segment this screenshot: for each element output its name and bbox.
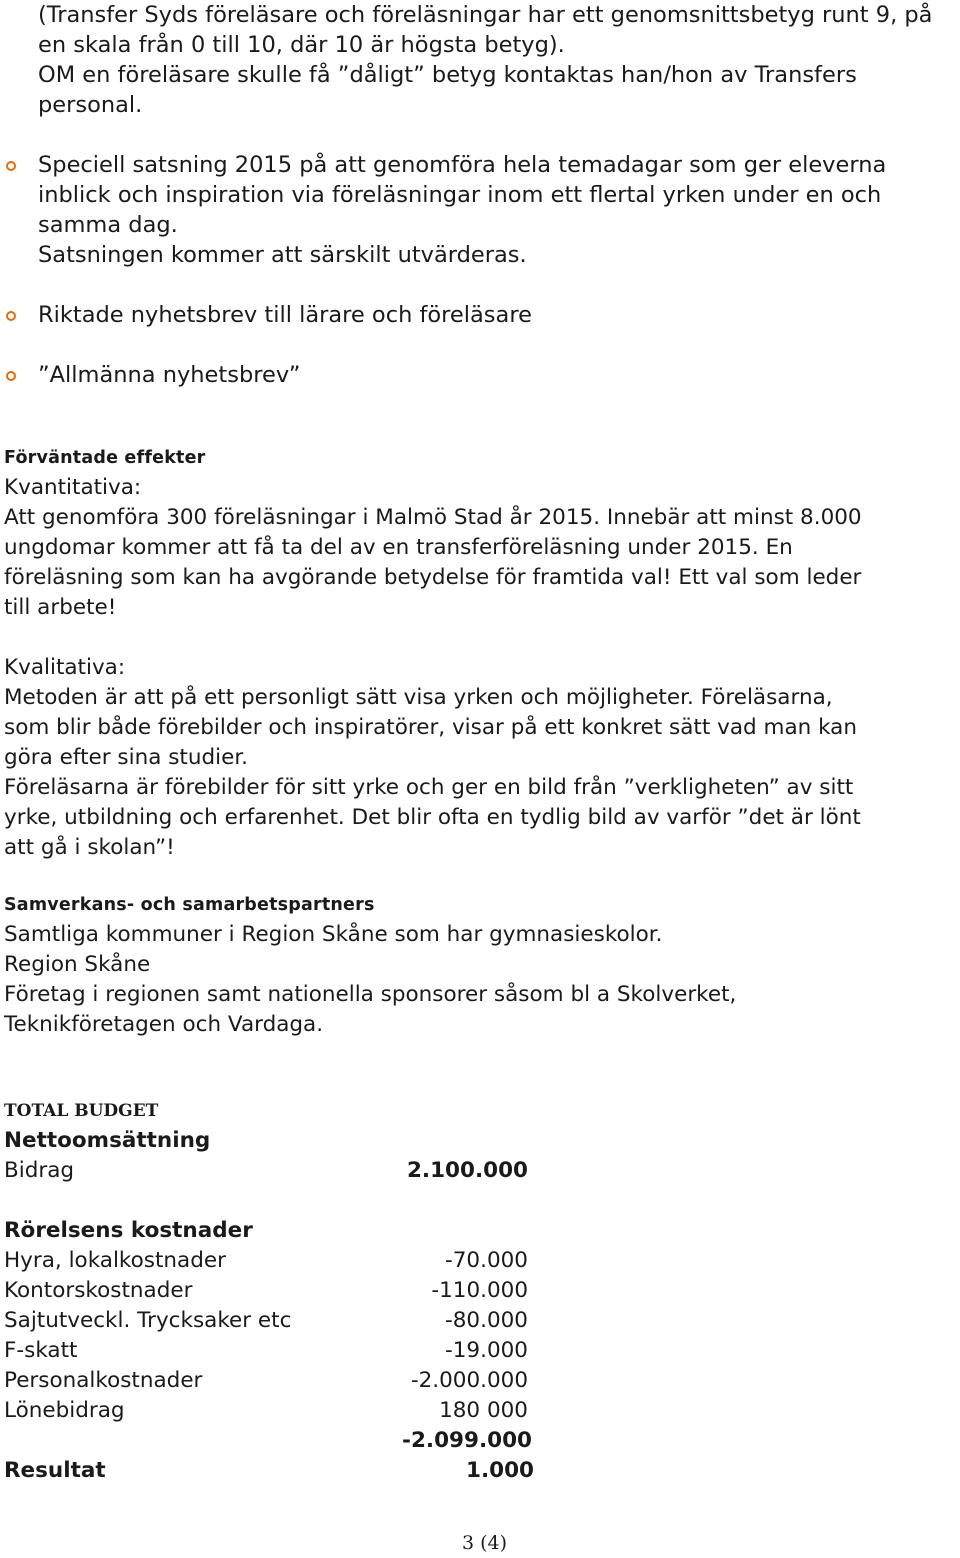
bullet-line: inblick och inspiration via föreläsningar inom ett flertal yrken under en och [38,182,882,208]
income-heading-row [4,1126,564,1156]
row-label: Lönebidrag [4,1398,125,1423]
bullet-line: Speciell satsning 2015 på att genomföra hela temadagar som ger eleverna [38,152,887,178]
row-label: Sajtutveckl. Trycksaker etc [4,1308,292,1333]
income-row [4,1156,564,1186]
intro-line: personal. [38,92,143,118]
bullet-line: ”Allmänna nyhetsbrev” [38,362,301,388]
cost-row [4,1396,564,1426]
cost-row [4,1306,564,1336]
quantitative-label: Kvantitativa: [4,475,142,500]
paragraph-line: göra efter sina studier. [4,745,249,770]
row-label: Personalkostnader [4,1368,203,1393]
paragraph-line: att gå i skolan”! [4,835,175,860]
result-value: 1.000 [465,1458,534,1483]
spacer [4,623,954,653]
bullet-item [6,300,956,330]
paragraph-line: Samtliga kommuner i Region Skåne som har gymnasieskolor. [4,922,663,947]
paragraph-line: föreläsning som kan ha avgörande betydelse för framtida val! Ett val som leder [4,565,862,590]
paragraph-line: Teknikföretagen och Vardaga. [4,1012,324,1037]
row-value: -110.000 [431,1278,528,1303]
cost-row [4,1246,564,1276]
partners-section [4,890,954,1040]
cost-row [4,1276,564,1306]
qualitative-label: Kvalitativa: [4,655,126,680]
row-label: Hyra, lokalkostnader [4,1248,226,1273]
costs-total-value: -2.099.000 [402,1428,532,1453]
intro-paragraph [38,0,958,120]
income-heading: Nettoomsättning [4,1128,211,1153]
paragraph-line: Metoden är att på ett personligt sätt visa yrken och möjligheter. Föreläsarna, [4,685,833,710]
row-value: -80.000 [445,1308,528,1333]
bullet-item [6,360,956,390]
paragraph-line: Föreläsarna är förebilder för sitt yrke och ger en bild från ”verkligheten” av sitt [4,775,854,800]
row-value: -19.000 [445,1338,528,1363]
bullet-list [6,150,956,390]
section-heading: Samverkans- och samarbetspartners [4,895,375,915]
row-label: Kontorskostnader [4,1278,193,1303]
page-number: 3 (4) [462,1532,508,1554]
budget-table [4,1096,564,1486]
intro-line: (Transfer Syds föreläsare och föreläsningar har ett genomsnittsbetyg runt 9, på [38,2,933,28]
bullet-line: Satsningen kommer att särskilt utvärderas. [38,242,527,268]
cost-row [4,1366,564,1396]
paragraph-line: Att genomföra 300 föreläsningar i Malmö Stad år 2015. Innebär att minst 8.000 [4,505,862,530]
bullet-line: Riktade nyhetsbrev till lärare och föreläsare [38,302,532,328]
intro-line: en skala från 0 till 10, där 10 är högsta betyg). [38,32,565,58]
section-heading: Förväntade effekter [4,448,206,468]
circle-bullet-icon [6,371,16,381]
costs-heading: Rörelsens kostnader [4,1218,253,1243]
bullet-item [6,150,956,270]
costs-total-row [4,1426,564,1456]
bullet-line: samma dag. [38,212,178,238]
row-label: Bidrag [4,1158,75,1183]
paragraph-line: som blir både förebilder och inspiratörer, visar på ett konkret sätt vad man kan [4,715,857,740]
row-value: 180 000 [439,1398,528,1423]
costs-heading-row [4,1216,564,1246]
expected-effects-section [4,443,954,863]
row-value: -70.000 [445,1248,528,1273]
cost-row [4,1336,564,1366]
paragraph-line: Region Skåne [4,952,151,977]
paragraph-line: ungdomar kommer att få ta del av en transferföreläsning under 2015. En [4,535,793,560]
paragraph-line: Företag i regionen samt nationella sponsorer såsom bl a Skolverket, [4,982,737,1007]
paragraph-line: till arbete! [4,595,117,620]
result-label: Resultat [4,1458,106,1483]
paragraph-line: yrke, utbildning och erfarenhet. Det blir ofta en tydlig bild av varför ”det är lönt [4,805,861,830]
circle-bullet-icon [6,161,16,171]
result-row [4,1456,564,1486]
row-label: F-skatt [4,1338,78,1363]
circle-bullet-icon [6,311,16,321]
intro-line: OM en föreläsare skulle få ”dåligt” betyg kontaktas han/hon av Transfers [38,62,857,88]
spacer [4,1186,564,1216]
row-value: 2.100.000 [406,1158,528,1183]
budget-title: TOTAL BUDGET [4,1101,159,1121]
row-value: -2.000.000 [410,1368,528,1393]
